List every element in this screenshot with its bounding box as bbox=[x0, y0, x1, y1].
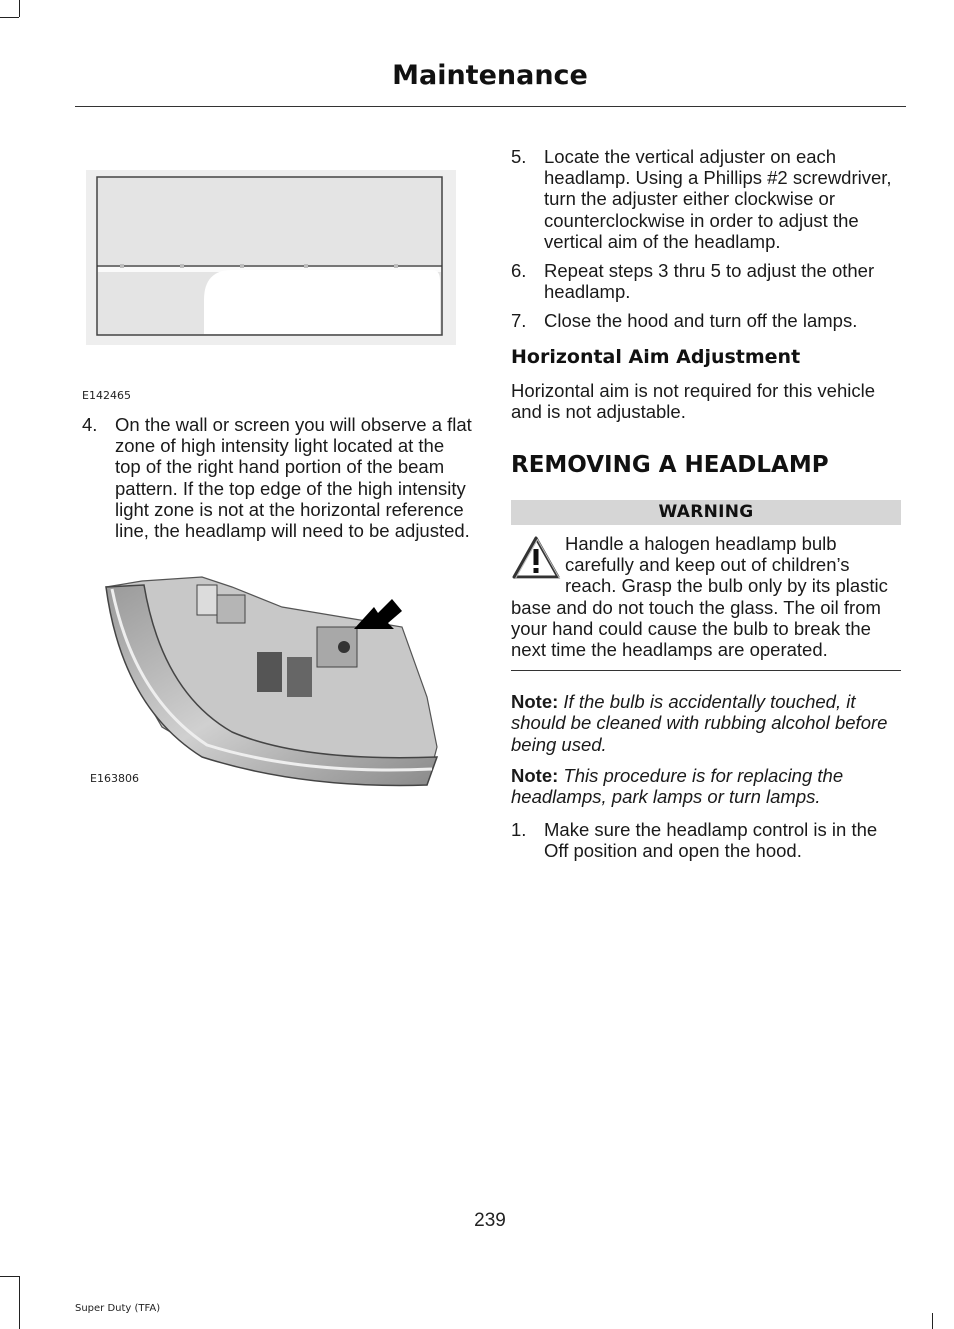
step-number: 5. bbox=[511, 146, 527, 167]
beam-pattern-illustration bbox=[82, 140, 472, 390]
warning-banner: WARNING bbox=[511, 500, 901, 525]
crop-mark bbox=[932, 1313, 933, 1329]
warning-text: Handle a halogen headlamp bulb carefully and keep out of children’s reach. Grasp the bulb only by its plastic base and do not touch the glass. The oil from your hand could cause the bulb to break the next time the headlamps are operated. bbox=[511, 533, 888, 661]
paragraph: Horizontal aim is not required for this vehicle and is not adjustable. bbox=[511, 379, 875, 422]
beam-pattern-figure bbox=[82, 140, 472, 390]
section-heading: REMOVING A HEADLAMP bbox=[511, 452, 829, 479]
footer-text: Super Duty (TFA) bbox=[75, 1303, 161, 1314]
headlamp-figure bbox=[82, 557, 472, 792]
page-number: 239 bbox=[474, 1210, 506, 1231]
warning-body bbox=[511, 533, 901, 660]
step-number: 4. bbox=[82, 414, 98, 435]
list-item bbox=[511, 146, 901, 252]
title-rule bbox=[75, 106, 906, 107]
right-column bbox=[511, 146, 901, 870]
right-steps bbox=[511, 146, 901, 332]
list-item bbox=[511, 260, 901, 302]
final-steps bbox=[511, 819, 901, 861]
step-text: Repeat steps 3 thru 5 to adjust the other headlamp. bbox=[544, 260, 875, 303]
step-text: Close the hood and turn off the lamps. bbox=[544, 310, 858, 332]
figure-code: E142465 bbox=[82, 389, 131, 402]
crop-mark bbox=[19, 1276, 20, 1329]
section-subheading: Horizontal Aim Adjustment bbox=[511, 345, 801, 368]
crop-mark bbox=[19, 0, 20, 17]
crop-mark bbox=[0, 1276, 19, 1277]
left-steps bbox=[82, 414, 472, 541]
step-text: Locate the vertical adjuster on each headlamp. Using a Phillips #2 screwdriver, turn the adjuster either clockwise or counterclockwise in order to adjust the vertical aim of the headlamp. bbox=[544, 146, 892, 252]
list-item bbox=[511, 819, 901, 861]
step-text: On the wall or screen you will observe a flat zone of high intensity light located at the top of the right hand portion of the beam pattern. If the top edge of the high intensity light zone is not at the horizontal reference line, the headlamp will need to be adjusted. bbox=[115, 414, 472, 542]
page-title: Maintenance bbox=[392, 60, 588, 91]
note-text: If the bulb is accidentally touched, it should be cleaned with rubbing alcohol before being used. bbox=[511, 691, 888, 755]
list-item bbox=[82, 414, 472, 541]
left-column bbox=[82, 140, 472, 785]
step-text: Make sure the headlamp control is in the Off position and open the hood. bbox=[544, 819, 878, 862]
headlamp-illustration bbox=[82, 557, 472, 792]
step-number: 6. bbox=[511, 260, 527, 282]
note-label: Note: bbox=[511, 691, 559, 713]
warning-triangle-icon bbox=[511, 535, 561, 581]
crop-mark bbox=[0, 17, 19, 18]
note bbox=[511, 691, 901, 755]
note bbox=[511, 765, 901, 807]
note-text: This procedure is for replacing the headlamps, park lamps or turn lamps. bbox=[511, 764, 844, 808]
step-number: 7. bbox=[511, 310, 527, 332]
step-number: 1. bbox=[511, 819, 527, 841]
figure-code: E163806 bbox=[90, 772, 139, 786]
list-item bbox=[511, 310, 901, 331]
divider bbox=[511, 670, 901, 671]
note-label: Note: bbox=[511, 764, 559, 786]
